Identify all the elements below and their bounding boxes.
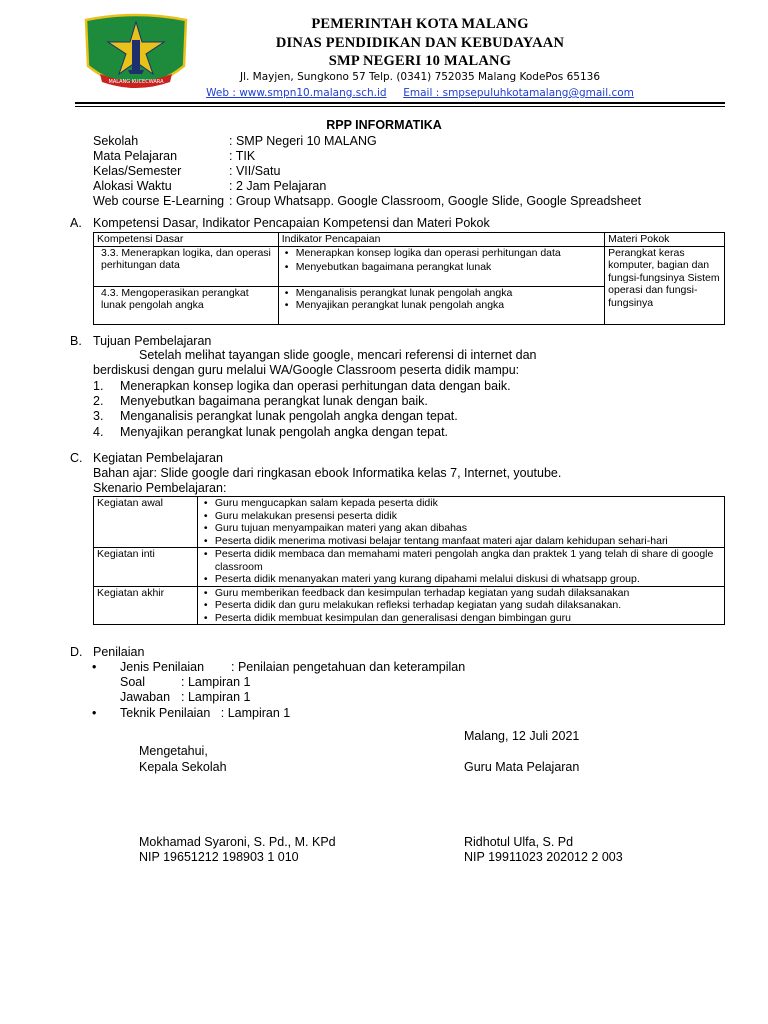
objective-item: Menyebutkan bagaimana perangkat lunak dengan baik. xyxy=(120,394,428,408)
activity-stage: Kegiatan inti xyxy=(94,548,198,587)
table-row xyxy=(94,246,725,286)
list-item: • Guru melakukan presensi peserta didik xyxy=(201,510,721,523)
objective-item: Menerapkan konsep logika dan operasi perhitungan data dengan baik. xyxy=(120,379,511,393)
teacher-name: Ridhotul Ulfa, S. Pd xyxy=(464,835,574,849)
identity-label: Mata Pelajaran xyxy=(93,149,178,163)
list-item: • Guru tujuan menyampaikan materi yang akan dibahas xyxy=(201,522,721,535)
list-item: • Peserta didik membaca dan memahami materi pengolah angka dan praktek 1 yang telah di share di google classroom xyxy=(201,548,721,573)
soal-value: : Lampiran 1 xyxy=(181,675,251,689)
section-d-letter: D. xyxy=(70,645,83,659)
letterhead-rule-thin xyxy=(75,106,725,107)
list-item: • Guru mengucapkan salam kepada peserta didik xyxy=(201,497,721,510)
objective-intro: berdiskusi dengan guru melalui WA/Google Classroom peserta didik mampu: xyxy=(93,363,520,377)
table-row xyxy=(94,586,725,625)
identity-label: Kelas/Semester xyxy=(93,164,182,178)
identity-label: Alokasi Waktu xyxy=(93,179,172,193)
principal-role: Kepala Sekolah xyxy=(139,760,227,774)
list-item: • Menganalisis perangkat lunak pengolah angka xyxy=(282,287,601,300)
activity-table xyxy=(93,496,725,625)
scenario-label: Skenario Pembelajaran: xyxy=(93,481,227,495)
objective-number: 3. xyxy=(93,409,104,423)
letterhead-government: PEMERINTAH KOTA MALANG xyxy=(311,16,529,32)
acknowledged-label: Mengetahui, xyxy=(139,744,208,758)
teacher-nip: NIP 19911023 202012 2 003 xyxy=(464,850,623,864)
list-item: • Peserta didik menerima motivasi belajar tentang manfaat materi ajar dalam kehidupan sehari-hari xyxy=(201,535,721,548)
objective-number: 2. xyxy=(93,394,104,408)
section-b-letter: B. xyxy=(70,334,82,348)
section-c-title: Kegiatan Pembelajaran xyxy=(93,451,223,465)
list-item: • Peserta didik dan guru melakukan refleksi terhadap kegiatan yang sudah dilaksanakan. xyxy=(201,599,721,612)
section-b-title: Tujuan Pembelajaran xyxy=(93,334,212,348)
jawaban-value: : Lampiran 1 xyxy=(181,690,251,704)
activity-stage: Kegiatan akhir xyxy=(94,586,198,625)
letterhead-department: DINAS PENDIDIKAN DAN KEBUDAYAAN xyxy=(275,35,565,51)
activity-list xyxy=(197,586,724,625)
materi-cell: Perangkat keras komputer, bagian dan fungsi-fungsinya Sistem operasi dan fungsi-fungsinya xyxy=(605,246,725,324)
letterhead-rule-thick xyxy=(75,102,725,104)
table-header: Materi Pokok xyxy=(605,233,725,247)
competency-table xyxy=(93,232,725,325)
activity-stage: Kegiatan awal xyxy=(94,497,198,548)
place-date: Malang, 12 Juli 2021 xyxy=(464,729,580,743)
assessment-technique: Teknik Penilaian : Lampiran 1 xyxy=(120,706,291,720)
indicator-cell xyxy=(278,246,604,286)
malang-city-logo xyxy=(80,12,192,94)
table-header: Indikator Pencapaian xyxy=(278,233,604,247)
section-a-letter: A. xyxy=(70,216,82,230)
identity-label: Sekolah xyxy=(93,134,139,148)
identity-label: Web course E-Learning xyxy=(93,194,225,208)
soal-label: Soal xyxy=(120,675,146,689)
letterhead-school: SMP NEGERI 10 MALANG xyxy=(328,53,512,69)
objective-intro: Setelah melihat tayangan slide google, mencari referensi di internet dan xyxy=(139,348,537,362)
table-row xyxy=(94,548,725,587)
table-row xyxy=(94,497,725,548)
jawaban-label: Jawaban xyxy=(120,690,171,704)
identity-value: : Group Whatsapp. Google Classroom, Google Slide, Google Spreadsheet xyxy=(229,194,642,208)
section-a-title: Kompetensi Dasar, Indikator Pencapaian Kompetensi dan Materi Pokok xyxy=(93,216,490,230)
bullet-icon: • xyxy=(92,706,97,720)
list-item: • Menerapkan konsep logika dan operasi perhitungan data xyxy=(282,247,601,260)
list-item: • Peserta didik menanyakan materi yang kurang dipahami melalui diskusi di whatsapp group. xyxy=(201,573,721,586)
principal-nip: NIP 19651212 198903 1 010 xyxy=(139,850,299,864)
objective-number: 4. xyxy=(93,425,104,439)
list-item: • Menyebutkan bagaimana perangkat lunak xyxy=(282,261,601,274)
teaching-materials: Bahan ajar: Slide google dari ringkasan ebook Informatika kelas 7, Internet, youtube. xyxy=(93,466,562,480)
objective-number: 1. xyxy=(93,379,104,393)
email-link[interactable]: Email : smpsepuluhkotamalang@gmail.com xyxy=(403,87,634,99)
indicator-cell xyxy=(278,286,604,324)
list-item: • Guru memberikan feedback dan kesimpulan terhadap kegiatan yang sudah dilaksanakan xyxy=(201,587,721,600)
letterhead-address: Jl. Mayjen, Sungkono 57 Telp. (0341) 752035 Malang KodePos 65136 xyxy=(239,71,600,83)
table-header-row xyxy=(94,233,725,247)
table-header: Kompetensi Dasar xyxy=(94,233,279,247)
teacher-role: Guru Mata Pelajaran xyxy=(464,760,580,774)
bullet-icon: • xyxy=(92,660,97,674)
objective-item: Menganalisis perangkat lunak pengolah angka dengan tepat. xyxy=(120,409,458,423)
website-link[interactable]: Web : www.smpn10.malang.sch.id xyxy=(206,87,387,99)
list-item: • Menyajikan perangkat lunak pengolah angka xyxy=(282,299,601,312)
activity-list xyxy=(197,548,724,587)
identity-value: : SMP Negeri 10 MALANG xyxy=(229,134,377,148)
letterhead-contact xyxy=(180,87,660,99)
identity-value: : TIK xyxy=(229,149,256,163)
objective-item: Menyajikan perangkat lunak pengolah angka dengan tepat. xyxy=(120,425,449,439)
document-title: RPP INFORMATIKA xyxy=(326,118,442,132)
section-c-letter: C. xyxy=(70,451,83,465)
assessment-type-value: : Penilaian pengetahuan dan keterampilan xyxy=(231,660,466,674)
assessment-type-label: Jenis Penilaian xyxy=(120,660,205,674)
section-d-title: Penilaian xyxy=(93,645,145,659)
logo-motto: MALANG KUCECWARA xyxy=(108,79,164,85)
activity-list xyxy=(197,497,724,548)
principal-name: Mokhamad Syaroni, S. Pd., M. KPd xyxy=(139,835,336,849)
kd-cell: 4.3. Mengoperasikan perangkat lunak pengolah angka xyxy=(94,286,279,324)
list-item: • Peserta didik membuat kesimpulan dan generalisasi dengan bimbingan guru xyxy=(201,612,721,625)
kd-cell: 3.3. Menerapkan logika, dan operasi perhitungan data xyxy=(94,246,279,286)
identity-value: : 2 Jam Pelajaran xyxy=(229,179,327,193)
identity-value: : VII/Satu xyxy=(229,164,281,178)
